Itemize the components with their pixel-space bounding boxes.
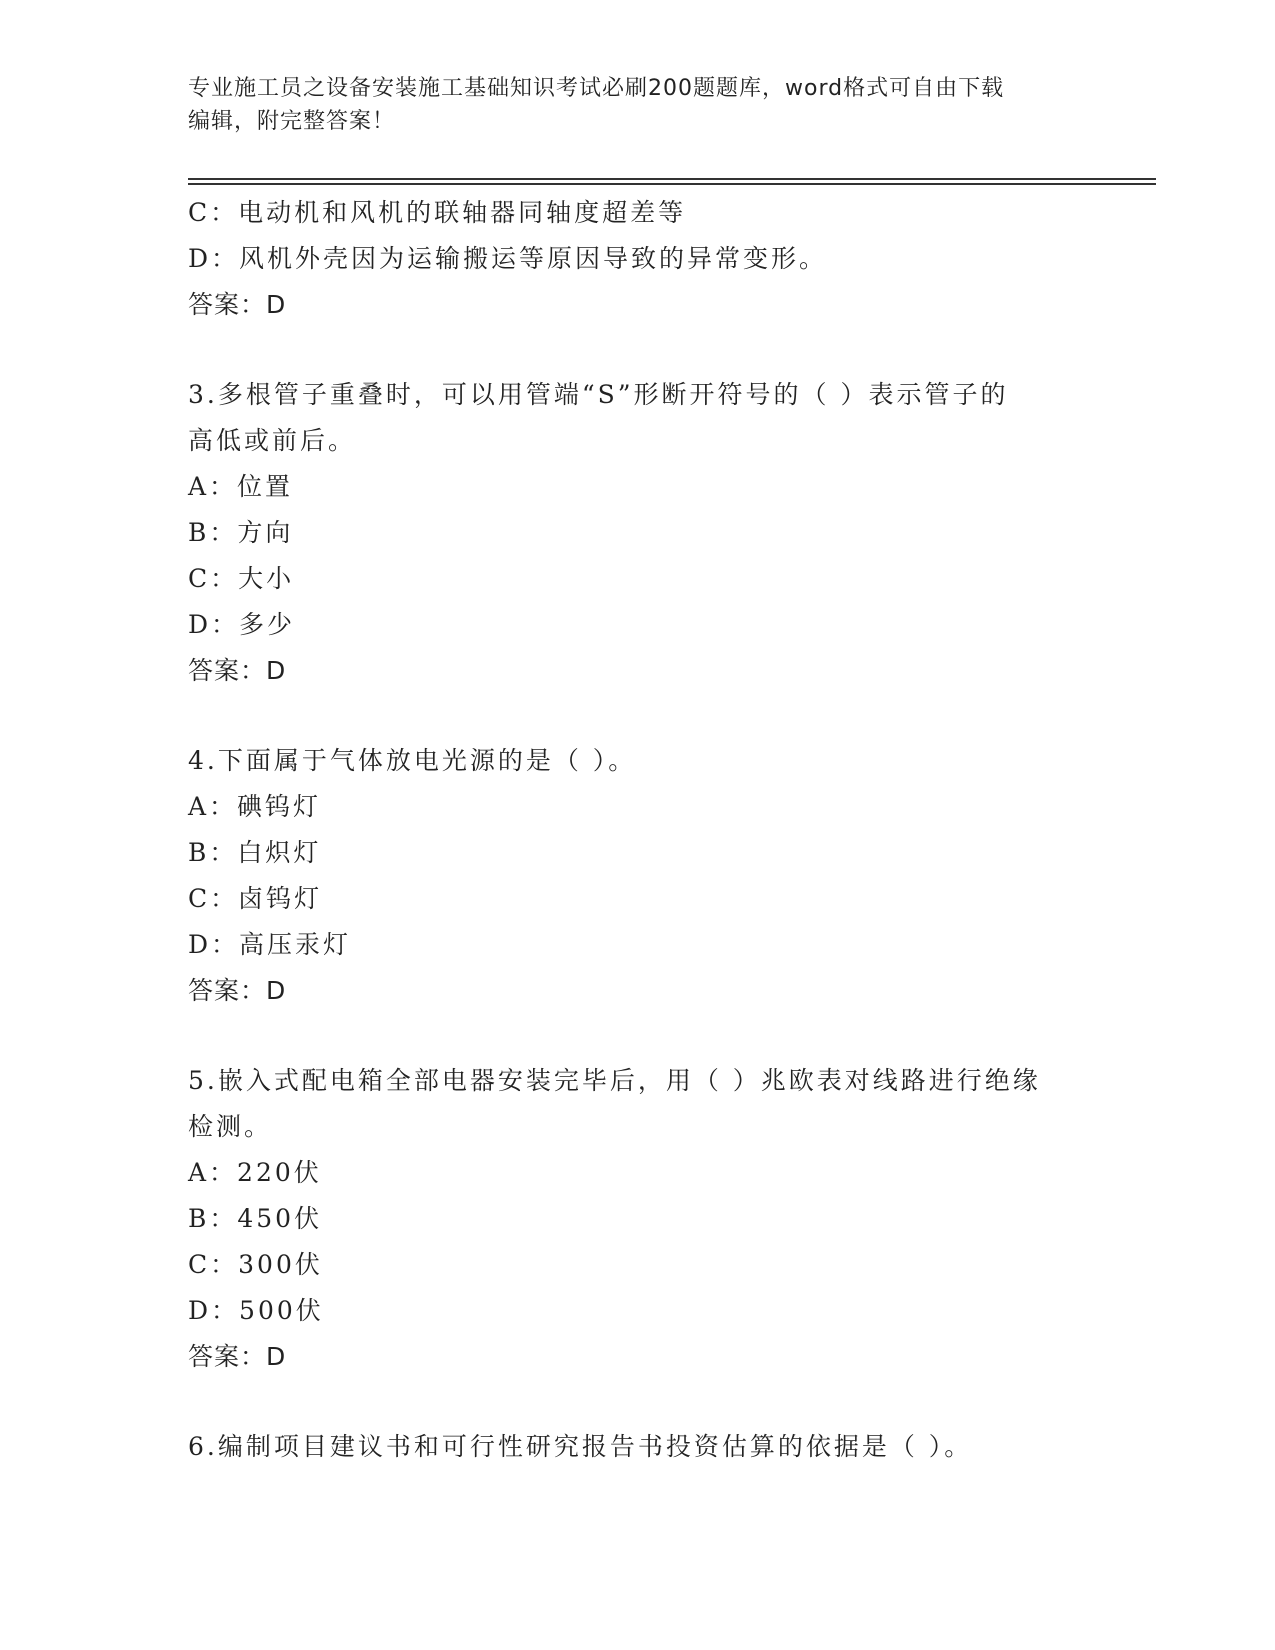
option-d: D：多少 — [188, 610, 296, 639]
question-stem-continued: 高低或前后。 — [188, 426, 357, 455]
option-d: D：500伏 — [188, 1296, 324, 1325]
spacer — [188, 1380, 1088, 1424]
option-b: B：方向 — [188, 518, 294, 547]
question-stem-continued: 检测。 — [188, 1112, 273, 1141]
header-line-1: 专业施工员之设备安装施工基础知识考试必刷200题题库，word格式可自由下载 — [188, 76, 1005, 101]
option-a: A：位置 — [188, 472, 294, 501]
document-header — [188, 72, 1088, 138]
option-c: C：卤钨灯 — [188, 884, 323, 913]
header-divider-bottom — [188, 183, 1156, 185]
option-a: A：碘钨灯 — [188, 792, 322, 821]
option-c: C：300伏 — [188, 1250, 323, 1279]
option-b: B：白炽灯 — [188, 838, 322, 867]
question-stem: 6.编制项目建议书和可行性研究报告书投资估算的依据是（ ）。 — [188, 1432, 973, 1461]
header-line-2: 编辑，附完整答案！ — [188, 109, 396, 134]
answer: 答案：D — [188, 1342, 287, 1371]
question-stem: 5.嵌入式配电箱全部电器安装完毕后，用（ ）兆欧表对线路进行绝缘 — [188, 1066, 1041, 1095]
option-b: B：450伏 — [188, 1204, 323, 1233]
answer: 答案：D — [188, 656, 287, 685]
question-6 — [188, 1424, 1088, 1470]
option-d: D：高压汞灯 — [188, 930, 352, 959]
option-c: C：大小 — [188, 564, 295, 593]
header-divider-top — [188, 178, 1156, 180]
question-3 — [188, 372, 1088, 694]
question-stem: 4.下面属于气体放电光源的是（ ）。 — [188, 746, 637, 775]
spacer — [188, 328, 1088, 372]
option-c: C：电动机和风机的联轴器同轴度超差等 — [188, 198, 687, 227]
question-content — [188, 190, 1088, 1470]
spacer — [188, 694, 1088, 738]
question-stem: 3.多根管子重叠时，可以用管端“S”形断开符号的（ ）表示管子的 — [188, 380, 1009, 409]
option-d: D：风机外壳因为运输搬运等原因导致的异常变形。 — [188, 244, 828, 273]
option-a: A：220伏 — [188, 1158, 322, 1187]
spacer — [188, 1014, 1088, 1058]
answer: 答案：D — [188, 290, 287, 319]
question-2-tail — [188, 190, 1088, 328]
answer: 答案：D — [188, 976, 287, 1005]
question-4 — [188, 738, 1088, 1014]
question-5 — [188, 1058, 1088, 1380]
